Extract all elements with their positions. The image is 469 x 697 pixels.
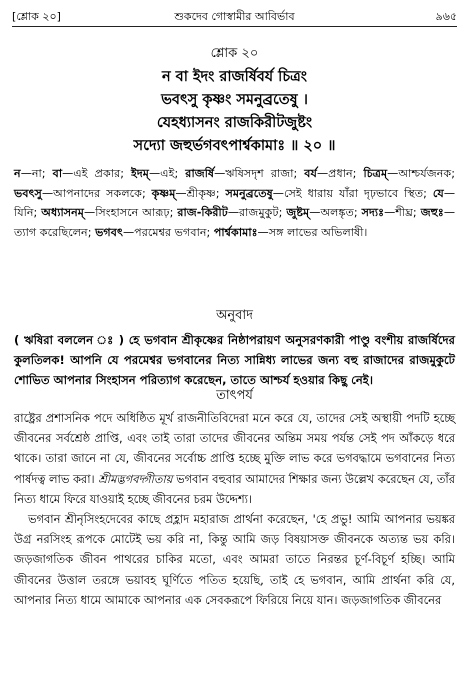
- purport-text-b: ভগবান বহুবার আমাদের শিক্ষার জন্য উল্লেখ করেছেন যে, তাঁর নিত্য ধামে ফিরে যাওয়াই হচ্ছে জীবনের চরম উদ্দেশ্য।: [14, 471, 455, 506]
- scripture-title: শ্রীমদ্ভগবদ্গীতায়: [98, 471, 173, 486]
- synonym-meaning: —শ্রীকৃষ্ণ;: [175, 186, 226, 200]
- synonym-meaning: —অলঙ্কৃত;: [309, 206, 362, 219]
- synonym-term: অধ্যাসনম্: [41, 206, 85, 219]
- purport-paragraph: ভগবান শ্রীনৃসিংহদেবের কাছে প্রহ্লাদ মহারাজ প্রার্থনা করেছেন, 'হে প্রভু! আমি আপনার ভয়ঙ্কর উগ্র নরসিংহ রূপকে মোটেই ভয় করি না, কিন্তু আমি জড় বিষয়াসক্ত জীবনকে অত্যন্ত ভয় করি। জড়জাগতিক জীবন পাথরের চাকির মতো, এবং আমরা তাতে নিরন্তর চূর্ণ-বিচূর্ণ হচ্ছি। আমি জীবনের উত্তাল তরঙ্গে ভয়াবহ ঘূর্ণিতে পতিত হয়েছি, তাই হে ভগবান, আমি প্রার্থনা করি যে, আপনার নিত্য ধামে আমাকে আপনার এক সেবকরূপে ফিরিয়ে নিয়ে যান। জড়জাগতিক জীবনের: [14, 512, 455, 607]
- header-page-number: ৯৬৫: [435, 10, 457, 23]
- synonym-meaning: —সেই ধারায় যাঁরা দৃঢ়ভাবে স্থিত;: [272, 186, 433, 200]
- synonym-term: জহুঃ: [420, 206, 444, 219]
- verse-line: ন বা ইদং রাজর্ষিবর্য চিত্রং: [161, 69, 308, 85]
- synonym-term: সমনুব্রতেষু: [225, 186, 273, 200]
- synonym-meaning: —প্রধান;: [316, 167, 364, 180]
- synonym-term: রাজর্ষি: [185, 167, 215, 180]
- synonym-meaning: —না;: [20, 167, 53, 180]
- synonym-meaning: —এই প্রকার;: [62, 167, 132, 180]
- verse-line: সদ্যো জহুর্ভগবৎপার্শ্বকামাঃ ॥ ২০ ॥: [133, 138, 336, 154]
- synonym-meaning: —রাজমুকুট;: [227, 206, 287, 219]
- synonym-term: চিত্রম্: [363, 167, 388, 180]
- verse-line: ভবৎসু কৃষ্ণং সমনুব্রতেষু ।: [161, 92, 308, 108]
- purport-title: তাৎপর্য: [216, 388, 253, 403]
- synonym-term: বর্য: [304, 167, 317, 180]
- running-header: [12, 6, 457, 27]
- synonym-term: ভগবৎ: [95, 225, 123, 239]
- synonym-meaning: —যিনি;: [14, 186, 455, 219]
- synonym-term: রাজ-কিরীট: [177, 206, 228, 219]
- synonym-meaning: —ঋষিসদৃশ রাজা;: [214, 167, 305, 180]
- synonym-meaning: —ত্যাগ করেছিলেন;: [14, 206, 455, 239]
- verse-title: শ্লোক ২০: [210, 46, 259, 61]
- header-verse-ref: [শ্লোক ২০]: [12, 10, 61, 23]
- synonym-term: জুষ্টম্: [286, 206, 310, 219]
- translation-title: অনুবাদ: [216, 308, 253, 323]
- synonym-meaning: —আশ্চর্যজনক;: [387, 167, 456, 180]
- word-for-word-synonyms: [14, 164, 455, 242]
- synonym-term: ন: [14, 167, 21, 180]
- synonym-meaning: —সঙ্গ লাভের অভিলাষী।: [257, 225, 368, 239]
- translation-text: ( ঋষিরা বললেন ঃ ) হে ভগবান শ্রীকৃষ্ণের নিষ্ঠাপরায়ণ অনুসরণকারী পাণ্ডু বংশীয় রাজর্ষিদের কুলতিলক! আপনি যে পরমেশ্বর ভগবানের নিত্য সান্নিধ্য লাভের জন্য বহু রাজাদের রাজমুকুটে শোভিত আপনার সিংহাসন পরিত্যাগ করেছেন, তাতে আশ্চর্য হওয়ার কিছু নেই।: [14, 333, 455, 387]
- synonym-term: পার্শ্বকামাঃ: [213, 225, 258, 239]
- synonym-term: সদ্যঃ: [361, 206, 385, 219]
- synonym-term: ভবৎসু: [14, 186, 42, 200]
- sanskrit-verse: [0, 66, 469, 158]
- synonym-meaning: —সিংহাসনে আরূঢ়;: [84, 206, 178, 219]
- synonym-meaning: —এই;: [148, 167, 186, 180]
- synonym-meaning: —শীঘ্র;: [384, 206, 421, 219]
- purport-paragraph: [14, 408, 455, 509]
- synonym-meaning: —পরমেশ্বর ভগবান;: [122, 225, 214, 239]
- synonym-term: কৃষ্ণম্: [151, 186, 176, 200]
- synonym-term: যে: [432, 186, 444, 200]
- verse-line: যেহধ্যাসনং রাজকিরীটজুষ্টং: [156, 115, 313, 131]
- synonym-term: ইদম্: [131, 167, 149, 180]
- purport-text-a: রাষ্ট্রের প্রশাসনিক পদে অধিষ্ঠিত মূর্খ রাজনীতিবিদেরা মনে করে যে, তাদের সেই অস্থায়ী পদটি হচ্ছে জীবনের সর্বশ্রেষ্ঠ প্রাপ্তি, এবং তাই তারা তাদের জীবনের অন্তিম সময় পর্যন্ত সেই পদ আঁকড়ে ধরে থাকে। তারা জানে না যে, জীবনের সর্বোচ্চ প্রাপ্তি হচ্ছে মুক্তি লাভ করে ভগবদ্ধামে ভগবানের নিত্য পার্ষদত্ব লাভ করা।: [14, 411, 455, 486]
- header-chapter-title: শুকদেব গোস্বামীর আবির্ভাব: [174, 10, 295, 23]
- purport-text: [14, 408, 455, 610]
- synonym-meaning: —আপনাদের সকলকে;: [41, 186, 152, 200]
- synonym-term: বা: [52, 167, 63, 180]
